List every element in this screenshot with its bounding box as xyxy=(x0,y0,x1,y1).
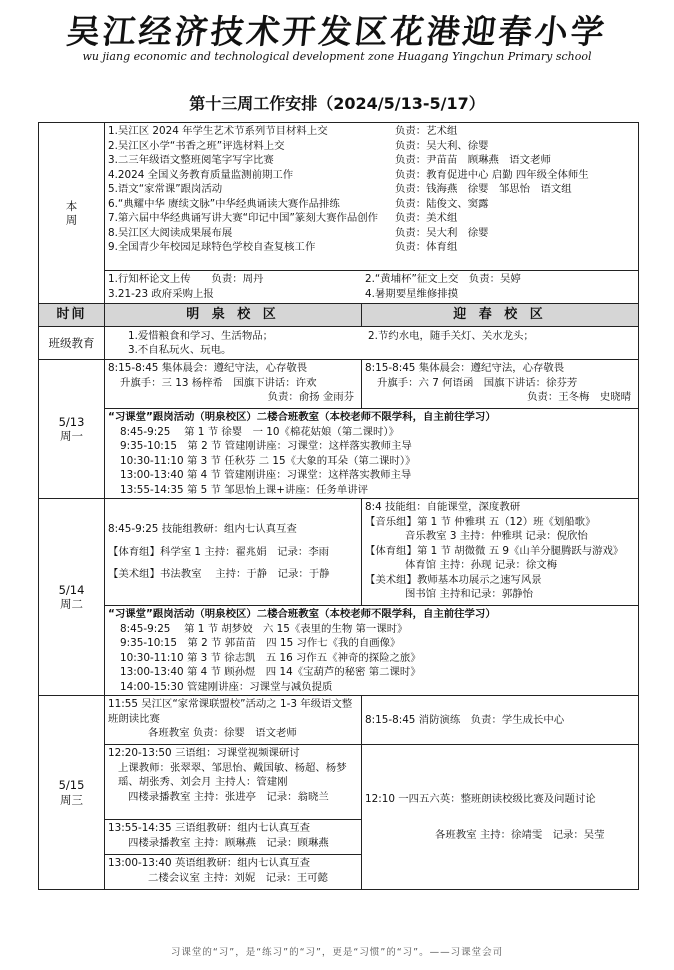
wed-row xyxy=(39,696,639,745)
tue-yc-line: 音乐教室 3 主持：仲雅琪 记录：倪欣怡 xyxy=(405,530,588,542)
tue-yc-line: 体育馆 主持：孙现 记录：徐文梅 xyxy=(405,559,558,571)
tue-yc-line: 【体育组】第 1 节 胡微微 五 9《山羊分腿腾跃与游戏》 xyxy=(365,544,624,557)
week-item: 1.吴江区 2024 年学生艺术节系列节目材料上交 xyxy=(108,125,328,137)
schedule-table xyxy=(38,122,639,890)
week-item: 4.暑期要星维修排摸 xyxy=(365,287,459,300)
week-item: 3.21-23 政府采购上报 xyxy=(108,287,214,300)
week-item-owner: 负责：吴大利 徐婴 xyxy=(395,226,489,239)
mon-mingquan xyxy=(105,360,362,409)
tue-activity-line: 10:30-11:10 第 3 节 徐志凯 五 16 习作五《神奇的探险之旅》 xyxy=(120,651,421,664)
tue-activity xyxy=(105,606,639,696)
week-item-owner: 负责：吴大利、徐婴 xyxy=(395,139,489,152)
mon-activity-line: 13:00-13:40 第 4 节 管建刚讲座：习课堂：这样落实教师主导 xyxy=(120,469,412,481)
wed-mingquan-3 xyxy=(105,820,362,855)
wed-mq-line: 12:20-13:50 三语组：习课堂视频课研讨 xyxy=(108,747,300,759)
tue-mingquan xyxy=(105,499,362,606)
tue-activity-row xyxy=(39,606,639,696)
tue-yc-line: 8:4 技能组：自能课堂，深度教研 xyxy=(365,501,521,513)
tue-activity-line: 14:00-15:30 管建刚讲座：习课堂与减负提质 xyxy=(120,680,333,693)
week-item-owner: 负责：美术组 xyxy=(395,212,458,224)
mon-mq-line: 负责：俞扬 金雨芬 xyxy=(267,391,354,403)
wed-mq-line: 11:55 吴江区“家常课联盟校”活动之 1-3 年级语文整班朗读比赛 xyxy=(108,698,353,725)
week-items-2 xyxy=(105,271,639,304)
tue-yingchun xyxy=(362,499,639,606)
week-item-owner: 负责：钱海燕 徐婴 邹思怡 语文组 xyxy=(395,183,572,195)
week-item-owner: 负责：教育促进中心 启勤 四年级全体师生 xyxy=(395,168,589,181)
tue-activity-title: “习课堂”跟岗活动（明泉校区）二楼合班教室（本校老师不限学科，自主前往学习） xyxy=(108,608,496,620)
wed-mq-line: 二楼会议室 主持：刘妮 记录：王可懿 xyxy=(148,871,328,884)
wed-mingquan-4 xyxy=(105,855,362,890)
wed-mq-line: 13:55-14:35 三语组教研：组内七认真互查 xyxy=(108,822,311,834)
week-item: 3.二三年级语文整班阅笔字写字比赛 xyxy=(108,154,274,166)
week-item-owner: 负责：体育组 xyxy=(395,241,458,253)
week-items xyxy=(105,123,639,271)
week-item: 2.“黄埔杯”征文上交 负责：吴婷 xyxy=(365,273,521,285)
week-row xyxy=(39,123,639,271)
tue-yc-line: 【音乐组】第 1 节 仲雅琪 五（12）班《划船歌》 xyxy=(365,515,596,528)
tue-mq-line: 【美术组】书法教室 主持：于静 记录：于静 xyxy=(108,568,330,581)
page-title: 第十三周工作安排（2024/5/13-5/17） xyxy=(189,94,485,113)
week-label: 本 周 xyxy=(39,123,105,304)
school-name-cn: 吴江经济技术开发区花港迎春小学 xyxy=(64,12,609,51)
tue-label: 5/14 周二 xyxy=(39,499,105,696)
class-edu-row xyxy=(39,327,639,360)
week-item: 7.第六届中华经典诵写讲大赛“印记中国”篆刻大赛作品创作 xyxy=(108,212,379,224)
wed-yingchun-1: 8:15-8:45 消防演练 负责：学生成长中心 xyxy=(362,696,639,745)
mon-row xyxy=(39,360,639,409)
mon-activity-line: 9:35-10:15 第 2 节 管建刚讲座：习课堂：这样落实教师主导 xyxy=(120,440,412,452)
tue-mq-line: 【体育组】科学室 1 主持：翟兆娟 记录：李雨 xyxy=(108,545,330,558)
wed-mingquan-2 xyxy=(105,745,362,820)
tue-activity-line: 8:45-9:25 第 1 节 胡梦姣 六 15《表里的生物 第一课时》 xyxy=(120,622,408,635)
column-yingchun: 迎 春 校 区 xyxy=(362,304,639,327)
mon-mq-line: 8:15-8:45 集体晨会：遵纪守法，心存敬畏 xyxy=(108,362,308,374)
wed-yc-line: 12:10 一四五六英：整班朗读校级比赛及问题讨论 xyxy=(365,792,596,805)
footer-motto: 习课堂的“习”，是“练习”的“习”，更是“习惯”的“习”。——习课堂会司 xyxy=(170,947,504,958)
week-item: 9.全国青少年校园足球特色学校自查复核工作 xyxy=(108,241,316,253)
mon-yc-line: 升旗手：六 7 何语函 国旗下讲话：徐芬芳 xyxy=(377,376,578,389)
column-time: 时间 xyxy=(39,304,105,327)
wed-yc-line: 各班教室 主持：徐靖雯 记录：吴莹 xyxy=(435,829,605,841)
tue-mq-line: 8:45-9:25 技能组教研：组内七认真互查 xyxy=(108,523,297,536)
week-item-owner: 负责：艺术组 xyxy=(395,125,458,137)
mon-label: 5/13 周一 xyxy=(39,360,105,499)
mon-activity xyxy=(105,409,639,499)
wed-mq-line: 四楼录播教室 主持：顾琳燕 记录：顾琳燕 xyxy=(128,836,329,849)
mon-yingchun xyxy=(362,360,639,409)
mon-activity-line: 10:30-11:10 第 3 节 任秋芬 二 15《大象的耳朵（第二课时）》 xyxy=(120,454,416,467)
mon-activity-line: 8:45-9:25 第 1 节 徐婴 一 10《棉花姑娘（第二课时）》 xyxy=(120,425,399,438)
week-item: 5.语文“家常课”跟岗活动 xyxy=(108,183,223,195)
wed-label: 5/15 周三 xyxy=(39,696,105,890)
week-item: 1.行知杯论文上传 负责：周丹 xyxy=(108,273,264,285)
mon-activity-line: 13:55-14:35 第 5 节 邹思怡上课+讲座：任务单讲评 xyxy=(120,483,369,496)
column-mingquan: 明 泉 校 区 xyxy=(105,304,362,327)
class-edu-item: 2.节约水电，随手关灯、关水龙头； xyxy=(368,329,534,342)
tue-row xyxy=(39,499,639,606)
mon-yc-line: 8:15-8:45 集体晨会：遵纪守法，心存敬畏 xyxy=(365,362,565,374)
class-edu-content xyxy=(105,327,639,360)
week-item-owner: 负责：陆俊文、窦露 xyxy=(395,197,489,210)
mon-mq-line: 升旗手：三 13 杨梓希 国旗下讲话：许欢 xyxy=(120,376,317,389)
tue-activity-line: 9:35-10:15 第 2 节 郭苗苗 四 15 习作七《我的自画像》 xyxy=(120,637,401,649)
wed-mq-line: 各班教室 负责：徐婴 语文老师 xyxy=(148,727,297,739)
class-edu-item: 3.不自私玩火、玩电。 xyxy=(128,344,232,356)
week-row-2 xyxy=(39,271,639,304)
mon-activity-title: “习课堂”跟岗活动（明泉校区）二楼合班教室（本校老师不限学科，自主前往学习） xyxy=(108,411,496,423)
week-item-owner: 负责：尹苗苗 顾琳燕 语文老师 xyxy=(395,154,551,166)
school-name-en: wu jiang economic and technological development zone Huagang Yingchun Primary school xyxy=(82,50,592,63)
class-edu-item: 1.爱惜粮食和学习、生活物品； xyxy=(128,329,273,342)
wed-mq-line: 13:00-13:40 英语组教研：组内七认真互查 xyxy=(108,857,311,869)
week-item: 6.“典耀中华 赓续文脉”中华经典诵读大赛作品排练 xyxy=(108,197,340,210)
mon-yc-line: 负责：王冬梅 史晓晴 xyxy=(527,391,632,403)
mon-activity-row xyxy=(39,409,639,499)
wed-mq-line: 四楼录播教室 主持：张进亭 记录：翁晓兰 xyxy=(128,790,329,803)
column-header-row xyxy=(39,304,639,327)
class-edu-label: 班级教育 xyxy=(39,327,105,360)
wed-row-2 xyxy=(39,745,639,820)
tue-yc-line: 【美术组】教师基本功展示之速写风景 xyxy=(365,573,542,586)
week-item: 2.吴江区小学“书香之班”评选材料上交 xyxy=(108,139,285,152)
tue-yc-line: 图书馆 主持和记录：郭静怡 xyxy=(405,588,533,600)
wed-yingchun-2 xyxy=(362,745,639,890)
week-item: 4.2024 全国义务教育质量监测前期工作 xyxy=(108,168,294,181)
wed-mingquan-1 xyxy=(105,696,362,745)
wed-mq-line: 上课教师：张翠翠、邹思怡、戴国敏、杨超、杨梦瑶、胡张秀、刘会月 主持人：管建刚 xyxy=(118,761,347,788)
week-item: 8.吴江区大阅读成果展布展 xyxy=(108,226,233,239)
tue-activity-line: 13:00-13:40 第 4 节 顾孙煜 四 14《宝葫芦的秘密 第二课时》 xyxy=(120,666,421,678)
